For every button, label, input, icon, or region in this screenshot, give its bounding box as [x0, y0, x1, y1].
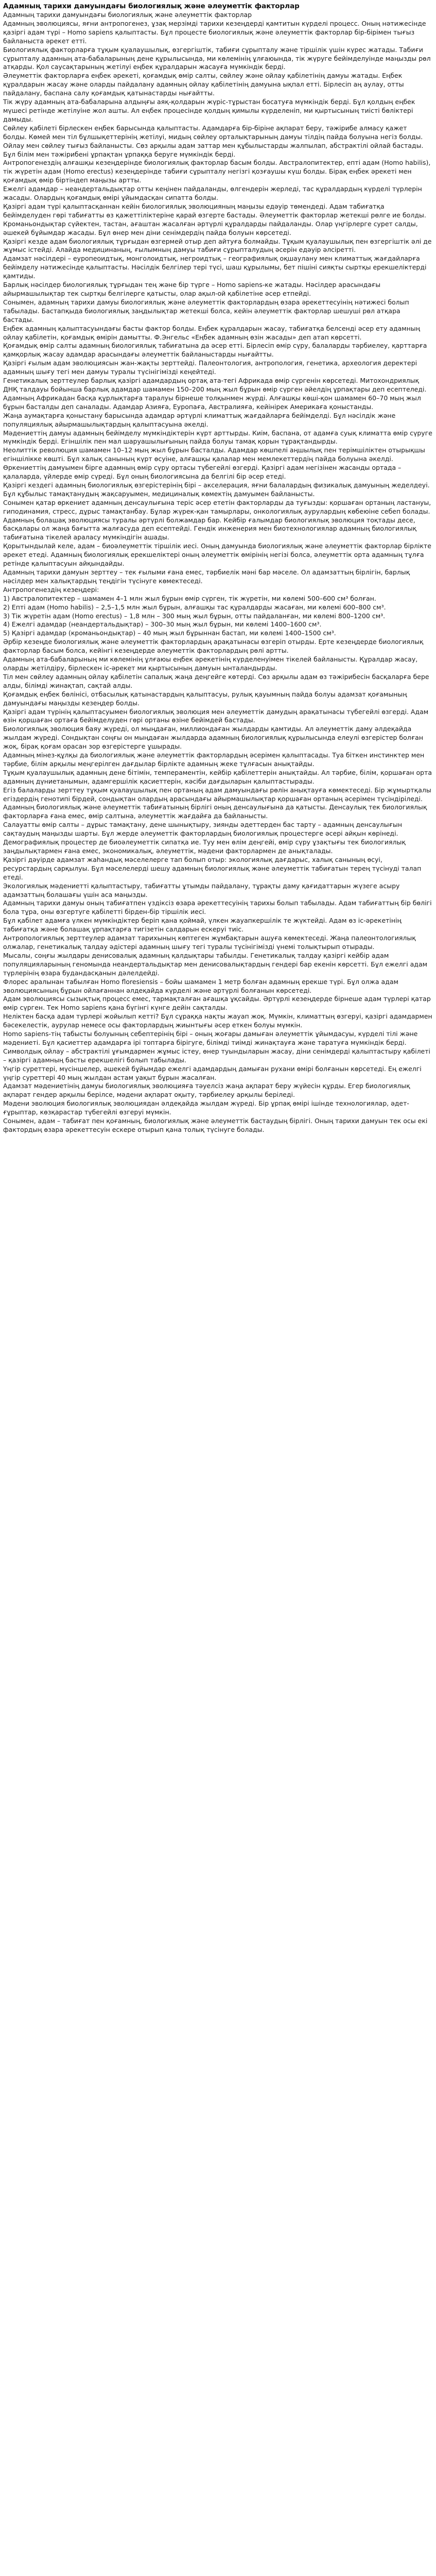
paragraph: Антропологиялық зерттеулер адамзат тарихының көптеген жұмбақтарын ашуға көмектеседі. Жаңа палеонтологиялық олжалар, генетикалық талдау әдістері адамның шығу тегі туралы түсінігімізді үнемі толықтырып отырады.	[3, 934, 416, 951]
paragraph: Қазіргі кезде адам биологиялық тұрғыдан өзгермей отыр деп айтуға болмайды. Тұқым қуалаушылық пен өзгергіштік әлі де жұмыс істейді. Алайда медицинаның, ғылымның дамуы табиғи сұрыпталудың әсерін едәуір әлсіретті.	[3, 237, 432, 254]
paragraph: Қоғамдық еңбек бөлінісі, отбасылық қатынастардың қалыптасуы, рулық қауымның пайда болуы адамзат қоғамының дамуындағы маңызды кезеңдер болды.	[3, 690, 407, 707]
paragraph: Адамзат мәдениетінің дамуы биологиялық эволюцияға тәуелсіз жаңа ақпарат беру жүйесін құрды. Егер биологиялық ақпарат гендер арқылы берілсе, мәдени ақпарат оқыту, тәрбиелеу арқылы беріледі.	[3, 1082, 410, 1099]
paragraph: 3) Тік жүретін адам (Homo erectus) – 1,8 млн – 300 мың жыл бұрын, отты пайдаланған, ми көлемі 800–1200 см³.	[3, 612, 386, 620]
paragraph: Антропогенездің алғашқы кезеңдерінде биологиялық факторлар басым болды. Австралопитектер, епті адам (Homo habilis), тік жүретін адам (Homo erectus) кезеңдерінде табиғи сұрыпталу негізгі қозғаушы күш болды. Бірақ еңбек әрекеті мен қоғамдық өмір біртіндеп маңызы артты.	[3, 159, 431, 184]
document-title: Адамның тарихи дамуындағы биологиялық және әлеуметтік факторлар	[3, 2, 300, 10]
paragraph: Адамның тарихи дамуын зерттеу – тек ғылыми ғана емес, тәрбиелік мәні бар мәселе. Ол адамзаттың бірлігін, барлық нәсілдер мен халықтардың теңдігін түсінуге көмектеседі.	[3, 568, 410, 585]
paragraph: Ойлау мен сөйлеу тығыз байланысты. Сөз арқылы адам заттар мен құбылыстарды жалпылап, абстрактілі ойлай бастады. Бұл білім мен тәжірибені ұрпақтан ұрпаққа беруге мүмкіндік берді.	[3, 141, 424, 158]
paragraph: Адамның биологиялық және әлеуметтік табиғатының бірлігі оның денсаулығына да қатысты. Денсаулық тек биологиялық факторларға ғана емес, өмір салтына, әлеуметтік жағдайға да байланысты.	[3, 803, 427, 820]
paragraph: Адам эволюциясы сызықтық процесс емес, тармақталған ағашқа ұқсайды. Әртүрлі кезеңдерде бірнеше адам түрлері қатар өмір сүрген. Тек Homo sapiens қана бүгінгі күнге дейін сақталды.	[3, 995, 431, 1012]
paragraph: Барлық нәсілдер биологиялық тұрғыдан тең және бір түрге – Homo sapiens-ке жатады. Нәсілдер арасындағы айырмашылықтар тек сыртқы белгілерге қатысты, олар ақыл-ой қабілетіне әсер етпейді.	[3, 281, 381, 297]
paragraph: Сонымен, адам – табиғат пен қоғамның, биологиялық және әлеуметтік бастаудың бірлігі. Оның тарихи дамуын тек осы екі фактордың өзара әрекеттесуін ескере отырып қана толық түсінуге болады.	[3, 1117, 428, 1133]
paragraph: Биологиялық эволюция баяу жүреді, ол мыңдаған, миллиондаған жылдарды қамтиды. Ал әлеуметтік даму әлдеқайда жылдам жүреді. Сондықтан соңғы он мыңдаған жылдарда адамның биологиялық құрылысында елеулі өзгерістер болған жоқ, бірақ қоғам орасан зор өзгерістерге ұшырады.	[3, 725, 423, 751]
paragraph: Адамның тарихи дамуы оның табиғатпен үздіксіз өзара әрекеттесуінің тарихы болып табылады. Адам табиғаттың бір бөлігі бола тұра, оны өзгертуге қабілетті бірден-бір тіршілік иесі.	[3, 899, 432, 916]
paragraph: Демографиялық процестер де биоәлеуметтік сипатқа ие. Туу мен өлім деңгейі, өмір сүру ұзақтығы тек биологиялық заңдылықтармен ғана емес, экономикалық, әлеуметтік, мәдени факторлармен де анықталады.	[3, 838, 406, 855]
paragraph: Мәдениеттің дамуы адамның бейімделу мүмкіндіктерін күрт арттырды. Киім, баспана, от адамға суық климатта өмір сүруге мүмкіндік берді. Егіншілік пен мал шаруашылығының пайда болуы тамақ қорын тұрақтандырды.	[3, 429, 432, 446]
paragraph: Неолиттік революция шамамен 10–12 мың жыл бұрын басталды. Адамдар көшпелі аңшылық пен терімшіліктен отырықшы егіншілікке көшті. Бұл халық санының күрт өсуіне, алғашқы қалалар мен мемлекеттердің пайда болуына әкелді.	[3, 446, 425, 463]
paragraph: Әлеуметтік факторларға еңбек әрекеті, қоғамдық өмір салты, сөйлеу және ойлау қабілетінің дамуы жатады. Еңбек құралдарын жасау және оларды пайдалану адамның ойлау қабілетінің дамуына ықпал етті. Бірлесіп аң аулау, отты пайдалану, баспана салу қоғамдық қатынастарды нығайтты.	[3, 72, 404, 97]
paragraph: Антропогенездің кезеңдері:	[3, 585, 99, 594]
paragraph: Адамның мінез-құлқы да биологиялық және әлеуметтік факторлардың әсерімен қалыптасады. Туа біткен инстинктер мен тәрбие, білім арқылы меңгерілген дағдылар бірлікте адамның жеке тұлғасын анықтайды.	[3, 751, 425, 768]
paragraph: Сонымен қатар өркениет адамның денсаулығына теріс әсер ететін факторларды да туғызды: қоршаған ортаның ластануы, гиподинамия, стресс, дұрыс тамақтанбау. Бұлар жүрек-қан тамырлары, онкологиялық аурулардың көбеюіне себеп болады.	[3, 498, 431, 515]
paragraph: Қазіргі адам түрінің қалыптасуымен биологиялық эволюция мен әлеуметтік дамудың арақатынасы түбегейлі өзгерді. Адам өзін қоршаған ортаға бейімделуден гөрі ортаны өзіне бейімдей бастады.	[3, 707, 429, 724]
paragraph: 4) Ежелгі адамдар (неандертальдықтар) – 300–30 мың жыл бұрын, ми көлемі 1400–1600 см³.	[3, 620, 322, 629]
paragraph: Неліктен басқа адам түрлері жойылып кетті? Бұл сұраққа нақты жауап жоқ. Мүмкін, климаттың өзгеруі, қазіргі адамдармен бәсекелестік, аурулар немесе осы факторлардың жиынтығы әсер еткен болуы мүмкін.	[3, 1012, 432, 1029]
paragraph: Флорес аралынан табылған Homo floresiensis – бойы шамамен 1 метр болған адамның ерекше түрі. Бұл олжа адам эволюциясының бұрын ойлағаннан әлдеқайда күрделі және әртүрлі болғанын көрсетеді.	[3, 977, 398, 994]
paragraph: Мысалы, соңғы жылдары денисовалық адамның қалдықтары табылды. Генетикалық талдау қазіргі кейбір адам популяцияларының геномында неандертальдықтар мен денисовалықтардың гендері бар екенін көрсетті. Бұл ежелгі адам түрлерінің өзара будандасқанын дәлелдейді.	[3, 951, 428, 977]
paragraph: Қоғамдық өмір салты адамның биологиялық табиғатына да әсер етті. Бірлесіп өмір сүру, балаларды тәрбиелеу, қарттарға қамқорлық жасау адамдар арасындағы әлеуметтік байланыстарды нығайтты.	[3, 342, 427, 359]
paragraph: Қазіргі дәуірде адамзат жаһандық мәселелерге тап болып отыр: экологиялық дағдарыс, халық санының өсуі, ресурстардың сарқылуы. Бұл мәселелерді шешу адамның биологиялық және әлеуметтік табиғатын терең түсінуді талап етеді.	[3, 855, 422, 881]
paragraph: Қазіргі адам түрі қалыптасқаннан кейін биологиялық эволюцияның маңызы едәуір төмендеді. Адам табиғатқа бейімделуден гөрі табиғатты өз қажеттіліктеріне қарай өзгерте бастады. Әлеуметтік факторлар жетекші рөлге ие болды.	[3, 202, 426, 219]
paragraph: Егіз балаларды зерттеу тұқым қуалаушылық пен ортаның адам дамуындағы рөлін анықтауға көмектеседі. Бір жұмыртқалы егіздердің генотипі бірдей, сондықтан олардың арасындағы айырмашылықтар қоршаған ортаның әсерімен түсіндіріледі.	[3, 786, 431, 803]
paragraph: Мәдени эволюция биологиялық эволюциядан әлдеқайда жылдам жүреді. Бір ұрпақ өмірі ішінде технологиялар, әдет-ғұрыптар, көзқарастар түбегейлі өзгеруі мүмкін.	[3, 1099, 409, 1116]
paragraph: Адамзат нәсілдері – еуропеоидтық, монголоидтық, негроидтық – географиялық оқшаулану мен климаттық жағдайларға бейімделу нәтижесінде қалыптасты. Нәсілдік белгілер тері түсі, шаш құрылымы, бет пішіні сияқты сыртқы ерекшеліктерді қамтиды.	[3, 255, 427, 280]
paragraph: 2) Епті адам (Homo habilis) – 2,5–1,5 млн жыл бұрын, алғашқы тас құралдарды жасаған, ми көлемі 600–800 см³.	[3, 603, 386, 611]
paragraph: Адамның ата-бабаларының ми көлемінің ұлғаюы еңбек әрекетінің күрделенуімен тікелей байланысты. Құралдар жасау, оларды жетілдіру, бірлескен іс-әрекет ми қыртысының дамуын ынталандырды.	[3, 655, 418, 672]
paragraph: Homo sapiens-тің табысты болуының себептерінің бірі – оның жоғары дамыған әлеуметтік ұйымдасуы, күрделі тілі және мәдениеті. Бұл қасиеттер адамдарға ірі топтарға бірігуге, білімді тиімді жинақтауға және таратуға мүмкіндік берді.	[3, 1030, 418, 1046]
paragraph: 1) Австралопитектер – шамамен 4–1 млн жыл бұрын өмір сүрген, тік жүретін, ми көлемі 500–600 см³ болған.	[3, 594, 376, 602]
paragraph: Үңгір суреттері, мүсіншелер, әшекей бұйымдар ежелгі адамдардың дамыған рухани өмірі болғанын көрсетеді. Ең ежелгі үңгір суреттері 40 мың жылдан астам уақыт бұрын жасалған.	[3, 1064, 422, 1081]
document-page	[0, 0, 436, 1140]
paragraph: Генетикалық зерттеулер барлық қазіргі адамдардың ортақ ата-тегі Африкада өмір сүргенін көрсетеді. Митохондриялық ДНҚ талдауы бойынша барлық адамдар шамамен 150–200 мың жыл бұрын өмір сүрген әйелдің ұрпақтары деп есептеледі.	[3, 377, 427, 393]
paragraph: Қазіргі кездегі адамның биологиялық өзгерістерінің бірі – акселерация, яғни балалардың физикалық дамуының жеделдеуі. Бұл құбылыс тамақтанудың жақсаруымен, медициналық көмектің дамуымен байланысты.	[3, 481, 430, 498]
paragraph: Қазіргі ғылым адам эволюциясын жан-жақты зерттейді. Палеонтология, антропология, генетика, археология деректері адамның шығу тегі мен дамуы туралы түсінігімізді кеңейтеді.	[3, 359, 417, 376]
paragraph: Тік жүру адамның ата-бабаларына алдыңғы аяқ-қолдарын жүріс-тұрыстан босатуға мүмкіндік берді. Бұл қолдың еңбек мүшесі ретінде жетілуіне жол ашты. Ал еңбек процесінде қолдың қимылы күрделеніп, ми қыртысының тиісті бөліктері дамыды.	[3, 98, 415, 123]
paragraph: Еңбек адамның қалыптасуындағы басты фактор болды. Еңбек құралдарын жасау, табиғатқа белсенді әсер ету адамның ойлау қабілетін, қоғамдық өмірін дамытты. Ф.Энгельс «Еңбек адамның өзін жасады» деп атап көрсетті.	[3, 324, 421, 341]
paragraph: Өркениеттің дамуымен бірге адамның өмір сүру ортасы түбегейлі өзгерді. Қазіргі адам негізінен жасанды ортада – қалаларда, үйлерде өмір сүреді. Бұл оның биологиясына да белгілі бір әсер етеді.	[3, 464, 402, 481]
paragraph: Сонымен, адамның тарихи дамуы биологиялық және әлеуметтік факторлардың өзара әрекеттесуінің нәтижесі болып табылады. Бастапқыда биологиялық заңдылықтар жетекші болса, кейін әлеуметтік факторлар шешуші рөл атқара бастады.	[3, 298, 409, 324]
paragraph: Тіл мен сөйлеу адамның ойлау қабілетін сапалық жаңа деңгейге көтерді. Сөз арқылы адам өз тәжірибесін басқаларға бере алды, білімді жинақтап, сақтай алды.	[3, 672, 429, 689]
paragraph: Әрбір кезеңде биологиялық және әлеуметтік факторлардың арақатынасы өзгеріп отырды. Ерте кезеңдерде биологиялық факторлар басым болса, кейінгі кезеңдерде әлеуметтік факторлардың рөлі артты.	[3, 638, 424, 655]
document-body	[3, 11, 432, 1134]
paragraph: Сөйлеу қабілеті бірлескен еңбек барысында қалыптасты. Адамдарға бір-біріне ақпарат беру, тәжірибе алмасу қажет болды. Көмей мен тіл бұлшықеттерінің жетілуі, мидың сөйлеу орталықтарының дамуы тілдің пайда болуына негіз болды.	[3, 124, 423, 141]
paragraph: Адамның болашақ эволюциясы туралы әртүрлі болжамдар бар. Кейбір ғалымдар биологиялық эволюция тоқтады десе, басқалары ол жаңа бағытта жалғасуда деп есептейді. Гендік инженерия мен биотехнологиялар адамның биологиялық табиғатына тікелей араласу мүмкіндігін ашады.	[3, 516, 417, 541]
paragraph: Кроманьондықтар сүйектен, тастан, ағаштан жасалған әртүрлі құралдарды пайдаланды. Олар үңгірлерге сурет салды, әшекей бұйымдар жасады. Бұл өнер мен діни сенімдердің пайда болуын көрсетеді.	[3, 219, 418, 236]
paragraph: Қорытындылай келе, адам – биоәлеуметтік тіршілік иесі. Оның дамуында биологиялық және әлеуметтік факторлар бірлікте әрекет етеді. Адамның биологиялық ерекшеліктері оның әлеуметтік өмірінің негізі болса, әлеуметтік орта адамның тұлға ретінде қалыптасуын айқындайды.	[3, 542, 431, 568]
paragraph: Экологиялық мәдениетті қалыптастыру, табиғатты ұтымды пайдалану, тұрақты даму қағидаттарын жүзеге асыру адамзаттың болашағы үшін аса маңызды.	[3, 882, 400, 899]
paragraph: Биологиялық факторларға тұқым қуалаушылық, өзгергіштік, табиғи сұрыпталу және тіршілік үшін күрес жатады. Табиғи сұрыпталу адамның ата-бабаларының дене құрылысында, ми көлемінің ұлғаюында, тік жүруге бейімделуінде маңызды рөл атқарды. Қол саусақтарының жетілуі еңбек құралдарын жасауға мүмкіндік берді.	[3, 45, 431, 71]
paragraph: 5) Қазіргі адамдар (кроманьондықтар) – 40 мың жыл бұрыннан бастап, ми көлемі 1400–1500 см³.	[3, 629, 336, 637]
paragraph: Адамның эволюциясы, яғни антропогенез, ұзақ мерзімді тарихи кезеңдерді қамтитын күрделі процесс. Оның нәтижесінде қазіргі адам түрі – Homo sapiens қалыптасты. Бұл процесте биологиялық және әлеуметтік факторлар бір-бірімен тығыз байланыста әрекет етті.	[3, 19, 426, 45]
paragraph: Бұл қабілет адамға үлкен мүмкіндіктер беріп қана қоймай, үлкен жауапкершілік те жүктейді. Адам өз іс-әрекетінің табиғатқа және болашақ ұрпақтарға тигізетін салдарын ескеруі тиіс.	[3, 917, 402, 934]
paragraph: Ежелгі адамдар – неандертальдықтар отты кеңінен пайдаланды, өлгендерін жерледі, тас құралдардың күрделі түрлерін жасады. Олардың қоғамдық өмірі ұйымдасқан сипатта болды.	[3, 185, 422, 202]
paragraph: Тұқым қуалаушылық адамның дене бітімін, темпераментін, кейбір қабілеттерін анықтайды. Ал тәрбие, білім, қоршаған орта адамның дүниетанымын, адамгершілік қасиеттерін, кәсіби дағдыларын қалыптастырады.	[3, 768, 432, 785]
paragraph: Адамның тарихи дамуындағы биологиялық және әлеуметтік факторлар	[3, 11, 252, 19]
paragraph: Салауатты өмір салты – дұрыс тамақтану, дене шынықтыру, зиянды әдеттерден бас тарту – адамның денсаулығын сақтаудың маңызды шарты. Бұл жерде әлеуметтік факторлардың биологиялық процестерге әсері айқын көрінеді.	[3, 821, 403, 838]
paragraph: Жаңа аумақтарға қоныстану барысында адамдар әртүрлі климаттық жағдайларға бейімделді. Бұл нәсілдік және популяциялық айырмашылықтардың қалыптасуына әкелді.	[3, 411, 396, 428]
paragraph: Символдық ойлау – абстрактілі ұғымдармен жұмыс істеу, өнер туындыларын жасау, діни сенімдерді қалыптастыру қабілеті – қазіргі адамның басты ерекшелігі болып табылады.	[3, 1047, 431, 1064]
paragraph: Адамның Африкадан басқа құрлықтарға таралуы бірнеше толқынмен жүрді. Алғашқы көші-қон шамамен 60–70 мың жыл бұрын басталды деп саналады. Адамдар Азияға, Еуропаға, Австралияға, кейінірек Америкаға қоныстанды.	[3, 394, 421, 411]
